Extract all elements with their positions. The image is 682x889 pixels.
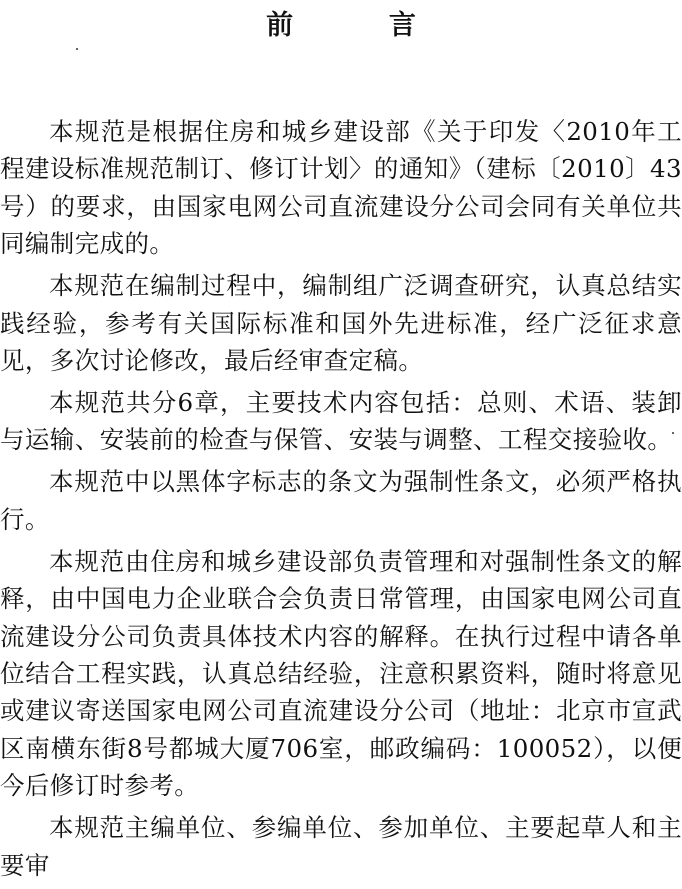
preface-body <box>0 113 682 889</box>
paragraph-main-contents: 本规范共分6章，主要技术内容包括：总则、术语、装卸与运输、安装前的检查与保管、安装与调整、工程交接验收。 <box>0 388 682 455</box>
paragraph-management-and-contact: 本规范由住房和城乡建设部负责管理和对强制性条文的解释，由中国电力企业联合会负责日常管理，由国家电网公司直流建设分公司负责具体技术内容的解释。在执行过程中请各单位结合工程实践，认真总结经验，注意积累资料，随时将意见或建议寄送国家电网公司直流建设分公司（地址：北京市宣武区南横东街8号都城大厦706室，邮政编码：100052），以便今后修订时参考。 <box>0 546 682 801</box>
paragraph-compilation-process: 本规范在编制过程中，编制组广泛调查研究，认真总结实践经验，参考有关国际标准和国外先进标准，经广泛征求意见，多次讨论修改，最后经审查定稿。 <box>0 271 682 376</box>
paragraph-compilation-basis: 本规范是根据住房和城乡建设部《关于印发〈2010年工程建设标准规范制订、修订计划〉的通知》（建标〔2010〕43号）的要求，由国家电网公司直流建设分公司会同有关单位共同编制完成的。 <box>0 117 682 259</box>
page-title: 前 言 <box>266 10 460 41</box>
paragraph-editing-units: 本规范主编单位、参编单位、参加单位、主要起草人和主要审 <box>0 813 682 880</box>
scan-speck <box>76 48 78 50</box>
paragraph-mandatory-clauses: 本规范中以黑体字标志的条文为强制性条文，必须严格执行。 <box>0 467 682 534</box>
